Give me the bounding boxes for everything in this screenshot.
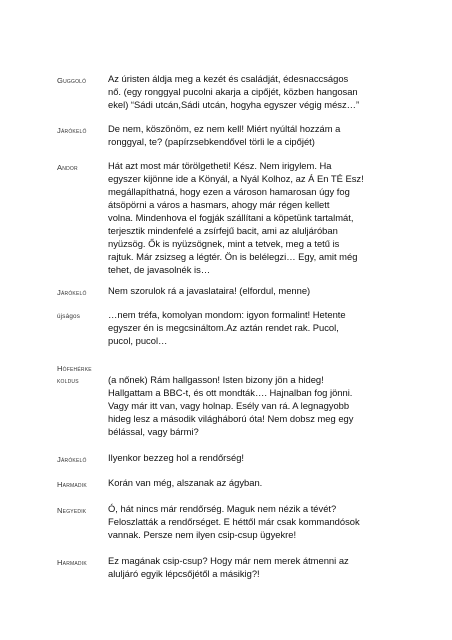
dialogue-line: Ez magának csip-csup? Hogy már nem merek átmenni az xyxy=(108,555,349,566)
speaker-name: Járókelő xyxy=(57,126,87,135)
dialogue-line: bélással, vagy bármi? xyxy=(108,426,199,437)
dialogue-line: egyszer én is megcsináltom.Az aztán rendet rak. Pucol, xyxy=(108,322,339,333)
speaker-name: Negyedik xyxy=(57,506,87,515)
dialogue-line: nő. (egy ronggyal pucolni akarja a cipőjét, közben hangosan xyxy=(108,86,358,97)
dialogue-line: pucol, pucol… xyxy=(108,335,168,346)
dialogue-line: Feloszlatták a rendőrséget. E héttől már csak kommandósok xyxy=(108,516,360,527)
speaker-name: koldus xyxy=(57,376,79,385)
speaker-name: Hófehérke xyxy=(57,364,92,373)
dialogue-line: …nem tréfa, komolyan mondom: igyon formalint! Hetente xyxy=(108,309,346,320)
speaker-name: Harmadik xyxy=(57,558,87,567)
dialogue-line: Korán van még, alszanak az ágyban. xyxy=(108,477,263,488)
speaker-name: Járókelő xyxy=(57,288,87,297)
dialogue-line: egyszer kijönne ide a Könyál, a Nyál Kolhoz, az Á En TÉ Esz! xyxy=(108,173,364,184)
dialogue-line: volna. Mindenhova el fogják szállítani a köpetünk tartalmát, xyxy=(108,212,354,223)
dialogue-line: aluljáró egyik lépcsőjétől a másikig?! xyxy=(108,568,260,579)
speaker-name: Guggoló xyxy=(57,76,87,85)
dialogue-line: hideg lesz a második világháború óta! Nem dobsz meg egy xyxy=(108,413,354,424)
speaker-name: Harmadik xyxy=(57,480,87,489)
dialogue-line: nyüzsög. Ők is nyüzsögnek, mint a tetvek, meg a tetű is xyxy=(108,238,340,249)
dialogue-line: (a nőnek) Rám hallgasson! Isten bizony jön a hideg! xyxy=(108,374,324,385)
dialogue-line: vannak. Persze nem ilyen csip-csup ügyekre! xyxy=(108,529,297,540)
dialogue-line: tehet, de javasolnék is… xyxy=(108,264,211,275)
dialogue-line: rajtuk. Már zsizseg a légtér. Ön is belélegzi… Egy, amit még xyxy=(108,251,358,262)
dialogue-line: terjesztik mindenfelé a zsírfejű bacit, ami az aluljáróban xyxy=(108,225,338,236)
dialogue-line: Hát azt most már törölgetheti! Kész. Nem irigylem. Ha xyxy=(108,160,332,171)
dialogue-line: Az úristen áldja meg a kezét és családját, édesnaccságos xyxy=(108,73,349,84)
dialogue-line: ronggyal, te? (papírzsebkendővel törli le a cipőjét) xyxy=(108,136,315,147)
dialogue-line: Hallgattam a BBC-t, és ott mondták…. Hajnalban fog jönni. xyxy=(108,387,353,398)
dialogue-line: átsöpörni a város a hasmars, ahogy már régen kellett xyxy=(108,199,330,210)
dialogue-line: Vagy már itt van, vagy holnap. Esély van rá. A legnagyobb xyxy=(108,400,350,411)
speaker-name: Járókelő xyxy=(57,455,87,464)
dialogue-line: Ó, hát nincs már rendőrség. Maguk nem nézik a tévét? xyxy=(108,503,337,514)
dialogue-line: De nem, köszönöm, ez nem kell! Miért nyúltál hozzám a xyxy=(108,123,341,134)
speaker-name: Andor xyxy=(57,163,78,172)
speaker-name: újságos xyxy=(57,313,81,320)
dialogue-line: Nem szorulok rá a javaslataira! (elfordul, menne) xyxy=(108,285,311,296)
dialogue-line: megállapíthatná, hogy ezen a városon hamarosan úgy fog xyxy=(108,186,350,197)
dialogue-line: Ilyenkor bezzeg hol a rendőrség! xyxy=(108,452,245,463)
dialogue-line: ekel) “Sádi utcán,Sádi utcán, hogyha egyszer végig mész…” xyxy=(108,99,360,110)
